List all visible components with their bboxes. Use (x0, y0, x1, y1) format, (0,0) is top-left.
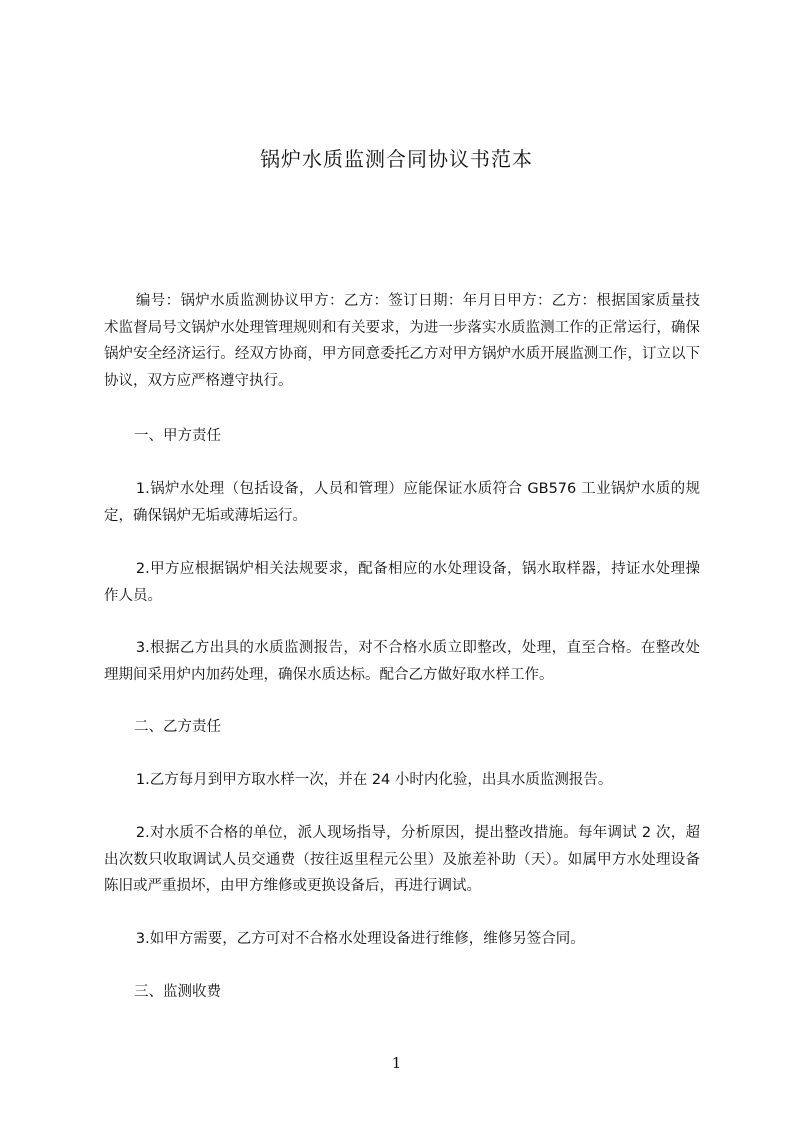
party-a-clause-2: 2.甲方应根据锅炉相关法规要求，配备相应的水处理设备，锅水取样器，持证水处理操作人员。 (104, 561, 700, 604)
page-number: 1 (391, 1054, 402, 1072)
party-b-clause-3: 3.如甲方需要，乙方可对不合格水处理设备进行维修，维修另签合同。 (135, 931, 585, 947)
party-b-clause-2: 2.对水质不合格的单位，派人现场指导，分析原因，提出整改措施。每年调试 2 次，超出次数只收取调试人员交通费（按往返里程元公里）及旅差补助（天）。如属甲方水处理设备陈旧或严重损坏，由甲方维修或更换设备后，再进行调试。 (104, 825, 700, 894)
document-title: 锅炉水质监测合同协议书范本 (260, 147, 533, 171)
section-heading-party-b: 二、乙方责任 (134, 719, 221, 735)
party-a-clause-1: 1.锅炉水处理（包括设备，人员和管理）应能保证水质符合 GB576 工业锅炉水质的规定，确保锅炉无垢或薄垢运行。 (104, 481, 700, 524)
party-a-clause-3: 3.根据乙方出具的水质监测报告，对不合格水质立即整改，处理，直至合格。在整改处理期间采用炉内加药处理，确保水质达标。配合乙方做好取水样工作。 (104, 640, 700, 683)
section-heading-fees: 三、监测收费 (134, 984, 221, 1000)
intro-paragraph: 编号：锅炉水质监测协议甲方：乙方：签订日期：年月日甲方：乙方：根据国家质量技术监督局号文锅炉水处理管理规则和有关要求，为进一步落实水质监测工作的正常运行，确保锅炉安全经济运行。经双方协商，甲方同意委托乙方对甲方锅炉水质开展监测工作，订立以下协议，双方应严格遵守执行。 (104, 293, 700, 389)
section-heading-party-a: 一、甲方责任 (134, 428, 221, 444)
party-b-clause-1: 1.乙方每月到甲方取水样一次，并在 24 小时内化验，出具水质监测报告。 (135, 772, 613, 788)
